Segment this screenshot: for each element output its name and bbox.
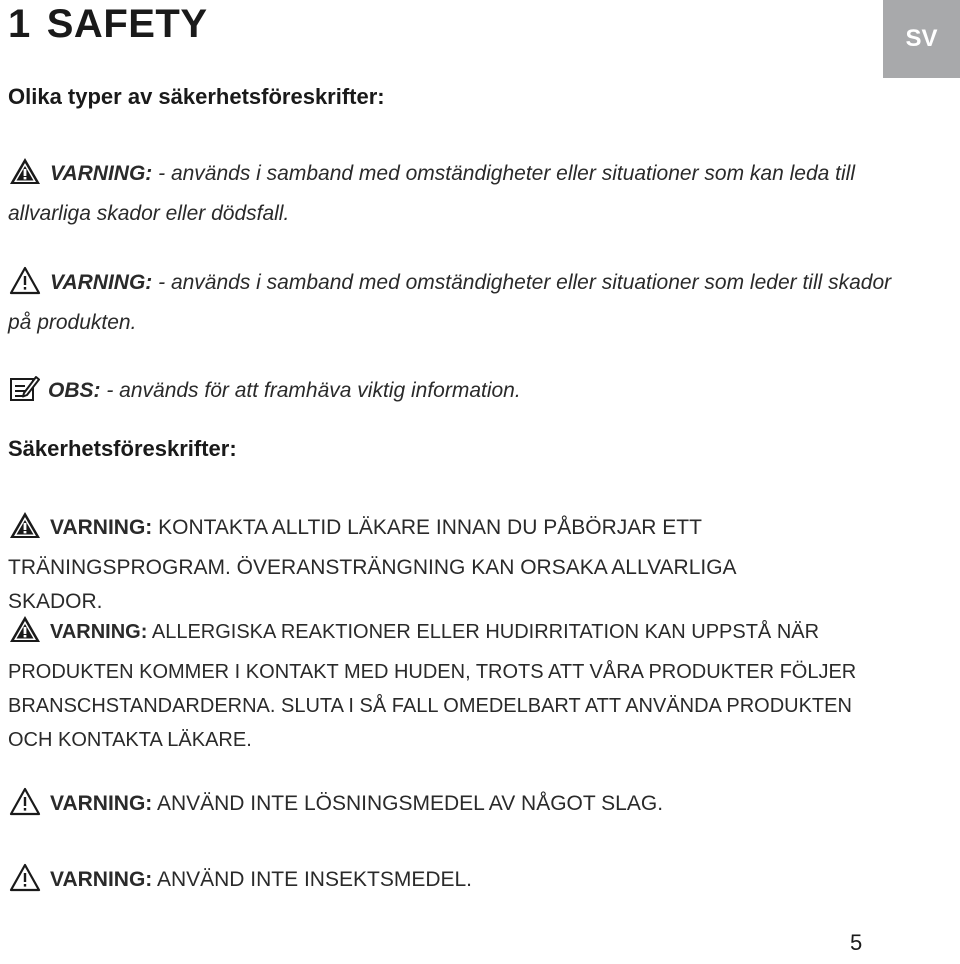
type-text: - används för att framhäva viktig information. xyxy=(100,379,521,402)
section-number: 1 xyxy=(8,2,31,46)
rule-text: ANVÄND INTE LÖSNINGSMEDEL AV NÅGOT SLAG. xyxy=(152,792,664,815)
section-title-text: SAFETY xyxy=(46,2,208,46)
rules-heading: Säkerhetsföreskrifter: xyxy=(8,436,237,461)
rule-text: KONTAKTA ALLTID LÄKARE INNAN DU PÅBÖRJAR ETT TRÄNINGSPROGRAM. ÖVERANSTRÄNGNING KAN ORSAKA ALLVARLIGA SKADOR. xyxy=(8,516,736,613)
types-heading: Olika typer av säkerhetsföreskrifter: xyxy=(8,84,385,109)
warning-filled-icon xyxy=(8,156,42,197)
type-text: - används i samband med omständigheter eller situationer som kan leda till allvarliga skador eller dödsfall. xyxy=(8,162,855,225)
page-number: 5 xyxy=(850,930,863,955)
rule-label: VARNING: xyxy=(50,868,153,891)
type-label: VARNING: xyxy=(50,271,153,294)
warning-outline-icon xyxy=(8,265,42,306)
warning-filled-icon xyxy=(8,614,42,655)
language-tab: SV xyxy=(883,0,960,78)
rule-text: ANVÄND INTE INSEKTSMEDEL. xyxy=(152,868,473,891)
type-text: - används i samband med omständigheter eller situationer som leder till skador på produkten. xyxy=(8,271,892,334)
rule-label: VARNING: xyxy=(50,621,148,643)
note-icon xyxy=(8,373,40,414)
rule-text: ALLERGISKA REAKTIONER ELLER HUDIRRITATION KAN UPPSTÅ NÄR PRODUKTEN KOMMER I KONTAKT MED HUDEN, TROTS ATT VÅRA PRODUKTER FÖLJER BRANSCHSTANDARDERNA. SLUTA I SÅ FALL OMEDELBART ATT ANVÄNDA PRODUKTEN OCH KONTAKTA LÄKARE. xyxy=(8,621,857,751)
rule-item xyxy=(8,614,888,757)
warning-outline-icon xyxy=(8,862,42,903)
section-title xyxy=(8,2,208,47)
warning-outline-icon xyxy=(8,786,42,827)
type-item-note xyxy=(8,373,908,414)
rule-label: VARNING: xyxy=(50,516,153,539)
rule-item xyxy=(8,510,768,619)
rule-item xyxy=(8,786,908,827)
type-label: VARNING: xyxy=(50,162,153,185)
warning-filled-icon xyxy=(8,510,42,551)
rule-label: VARNING: xyxy=(50,792,153,815)
type-item-warning-severe xyxy=(8,156,908,231)
type-item-warning-product xyxy=(8,265,908,340)
type-label: OBS: xyxy=(48,379,101,402)
rule-item xyxy=(8,862,908,903)
